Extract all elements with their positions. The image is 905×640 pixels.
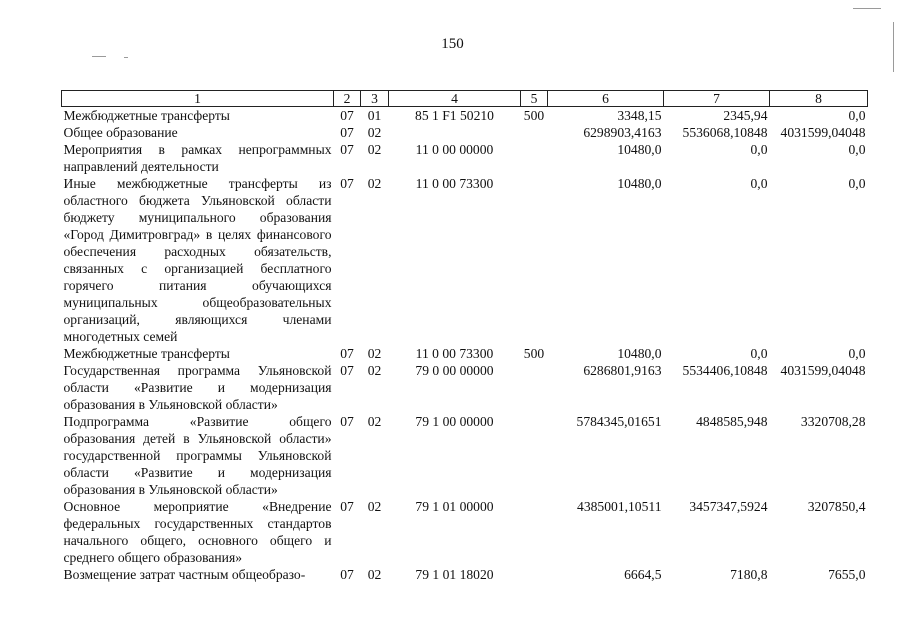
row-amount-3: 0,0	[848, 108, 866, 123]
row-target-code: 79 1 01 00000	[415, 499, 494, 514]
row-target-code: 79 1 01 18020	[415, 567, 494, 582]
table-row	[62, 345, 868, 362]
row-subsection: 02	[367, 176, 382, 191]
row-section: 07	[340, 567, 354, 582]
header-col-3: 3	[361, 91, 389, 107]
header-col-6: 6	[548, 91, 664, 107]
row-expense-type	[521, 362, 548, 413]
table-row	[62, 141, 868, 175]
row-name: Государственная программа Ульяновской области «Развитие и модернизация образования в Ульяновской области»	[63, 363, 332, 412]
row-amount-2: 3457347,5924	[689, 499, 768, 514]
row-target-code	[389, 124, 521, 141]
row-amount-3: 3207850,4	[807, 499, 866, 514]
row-amount-1: 5784345,01651	[576, 414, 662, 429]
row-amount-3: 3320708,28	[800, 414, 866, 429]
row-amount-3: 0,0	[848, 346, 866, 361]
row-subsection: 02	[367, 125, 382, 140]
row-target-code: 11 0 00 73300	[415, 176, 494, 191]
header-row	[62, 91, 868, 107]
row-expense-type: 500	[523, 108, 545, 123]
row-expense-type: 500	[523, 346, 545, 361]
row-amount-1: 3348,15	[617, 108, 662, 123]
row-amount-3: 0,0	[848, 142, 866, 157]
row-expense-type	[521, 566, 548, 583]
row-target-code: 79 1 00 00000	[415, 414, 494, 429]
header-col-5: 5	[521, 91, 548, 107]
row-target-code: 79 0 00 00000	[415, 363, 494, 378]
row-target-code: 85 1 F1 50210	[415, 108, 494, 123]
row-name: Иные межбюджетные трансферты из областного бюджета Ульяновской области бюджету муниципального образования «Город Димитровград» в целях финансового обеспечения расходных обязательств, связанных с организацией бесплатного горячего питания обучающихся муниципальных общеобразовательных организаций, являющихся членами многодетных семей	[63, 176, 332, 344]
row-expense-type	[521, 498, 548, 566]
row-amount-2: 2345,94	[723, 108, 768, 123]
row-amount-1: 10480,0	[617, 346, 662, 361]
row-section: 07	[340, 414, 354, 429]
row-name: Подпрограмма «Развитие общего образования детей в Ульяновской области» государственной программы Ульяновской области «Развитие и модернизация образования в Ульяновской области»	[63, 414, 332, 497]
scan-speck	[92, 56, 106, 57]
row-amount-1: 10480,0	[617, 176, 662, 191]
row-subsection: 02	[367, 142, 382, 157]
row-name: Общее образование	[63, 125, 178, 140]
row-amount-2: 0,0	[750, 142, 768, 157]
header-col-1: 1	[62, 91, 334, 107]
row-section: 07	[340, 125, 354, 140]
row-target-code: 11 0 00 73300	[415, 346, 494, 361]
row-amount-2: 5536068,10848	[682, 125, 768, 140]
row-section: 07	[340, 108, 354, 123]
row-amount-2: 7180,8	[730, 567, 768, 582]
row-subsection: 02	[367, 499, 382, 514]
header-col-8: 8	[770, 91, 868, 107]
row-section: 07	[340, 346, 354, 361]
row-target-code: 11 0 00 00000	[415, 142, 494, 157]
page-number: 150	[441, 36, 464, 52]
table-row	[62, 175, 868, 345]
row-subsection: 02	[367, 414, 382, 429]
row-amount-1: 6664,5	[624, 567, 662, 582]
row-subsection: 02	[367, 346, 382, 361]
row-amount-2: 5534406,10848	[682, 363, 768, 378]
scan-speck	[124, 57, 128, 58]
scan-speck	[853, 8, 881, 9]
row-amount-1: 4385001,10511	[577, 499, 662, 514]
table-row	[62, 124, 868, 141]
scan-speck	[893, 22, 894, 72]
row-amount-3: 4031599,04048	[780, 363, 866, 378]
row-section: 07	[340, 176, 354, 191]
row-amount-2: 0,0	[750, 346, 768, 361]
row-name: Межбюджетные трансферты	[63, 108, 230, 123]
table-row	[62, 107, 868, 125]
header-col-7: 7	[664, 91, 770, 107]
row-name: Мероприятия в рамках непрограммных направлений деятельности	[63, 142, 332, 174]
budget-table	[61, 90, 868, 583]
header-col-2: 2	[334, 91, 361, 107]
row-name: Основное мероприятие «Внедрение федеральных государственных стандартов начального общего, основного общего и среднего общего образования»	[63, 499, 332, 565]
row-expense-type	[521, 124, 548, 141]
table-row	[62, 566, 868, 583]
table-row	[62, 498, 868, 566]
row-name: Возмещение затрат частным общеобразо-	[63, 567, 306, 582]
row-section: 07	[340, 499, 354, 514]
row-subsection: 01	[367, 108, 382, 123]
row-section: 07	[340, 363, 354, 378]
row-amount-2: 4848585,948	[696, 414, 768, 429]
header-col-4: 4	[389, 91, 521, 107]
row-name: Межбюджетные трансферты	[63, 346, 230, 361]
row-amount-1: 6286801,9163	[583, 363, 662, 378]
row-amount-2: 0,0	[750, 176, 768, 191]
row-amount-3: 0,0	[848, 176, 866, 191]
row-subsection: 02	[367, 567, 382, 582]
row-subsection: 02	[367, 363, 382, 378]
row-amount-3: 4031599,04048	[780, 125, 866, 140]
row-expense-type	[521, 413, 548, 498]
row-amount-1: 10480,0	[617, 142, 662, 157]
row-expense-type	[521, 175, 548, 345]
row-amount-3: 7655,0	[828, 567, 866, 582]
row-expense-type	[521, 141, 548, 175]
row-section: 07	[340, 142, 354, 157]
row-amount-1: 6298903,4163	[583, 125, 662, 140]
table-row	[62, 413, 868, 498]
table-row	[62, 362, 868, 413]
